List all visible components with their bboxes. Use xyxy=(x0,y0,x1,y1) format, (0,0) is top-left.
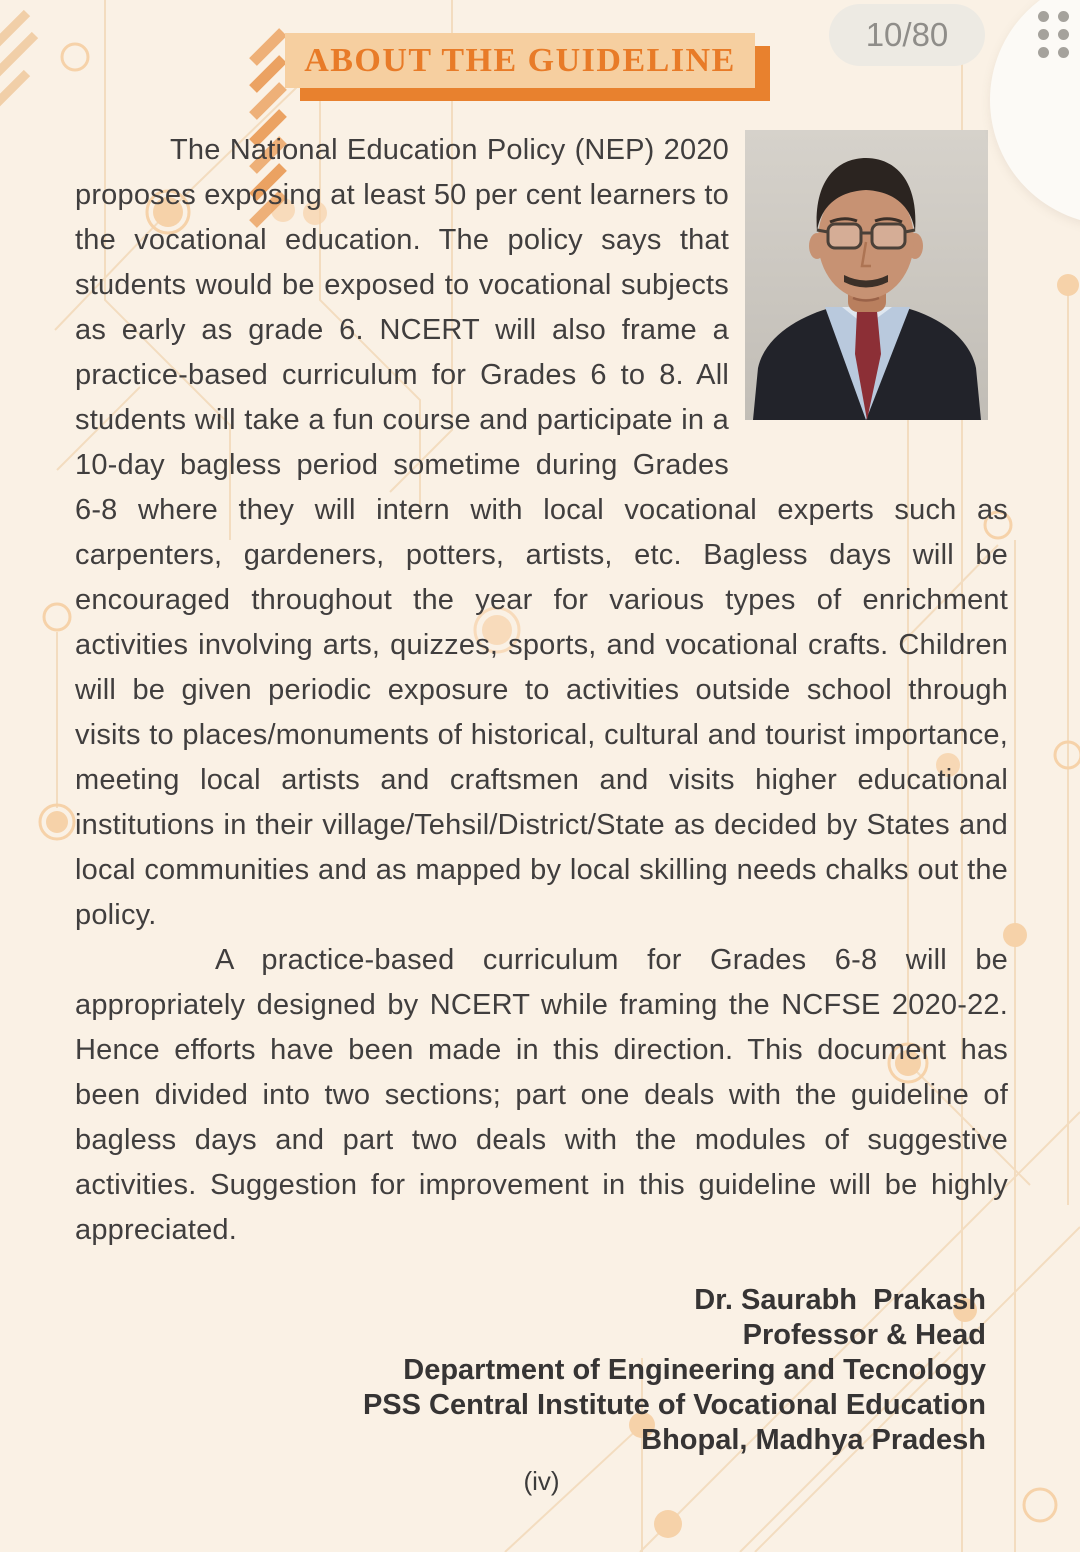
signature-institute: PSS Central Institute of Vocational Education xyxy=(362,1389,986,1421)
signature-location: Bhopal, Madhya Pradesh xyxy=(641,1424,986,1456)
page-roman-number: (iv) xyxy=(523,1466,560,1496)
grid-menu-icon xyxy=(1038,11,1069,58)
page-indicator-badge xyxy=(829,4,985,66)
signature-designation: Professor & Head xyxy=(742,1319,986,1351)
author-portrait-illustration xyxy=(745,130,988,420)
document-page-content xyxy=(75,128,1008,1497)
signature-block xyxy=(75,1283,1008,1458)
page-indicator-text: 10/80 xyxy=(865,16,949,53)
title-banner xyxy=(285,33,755,88)
page-title: ABOUT THE GUIDELINE xyxy=(304,41,736,79)
author-photo xyxy=(745,130,988,420)
signature-name: Dr. Saurabh Prakash xyxy=(694,1284,986,1316)
paragraph-document-structure: A practice-based curriculum for Grades 6-8 will be appropriately designed by NCERT while framing the NCFSE 2020-22. Hence efforts have been made in this direction. This document has been divided into two sections; part one deals with the guideline of bagless days and part two deals with the modules of suggestive activities. Suggestion for improvement in this guideline will be highly appreciated. xyxy=(75,944,1008,1246)
paragraph-nep-policy: The National Education Policy (NEP) 2020 proposes exposing at least 50 per cent learners to the vocational education. The policy says that students would be exposed to vocational subjects as early as grade 6. NCERT will also frame a practice-based curriculum for Grades 6 to 8. All students will take a fun course and participate in a 10-day bagless period sometime during Grades 6-8 where they will intern with local vocational experts such as carpenters, gardeners, potters, artists, etc. Bagless days will be encouraged throughout the year for various types of enrichment activities involving arts, quizzes, sports, and vocational crafts. Children will be given periodic exposure to activities outside school through visits to places/monuments of historical, cultural and tourist importance, meeting local artists and craftsmen and visits higher educational institutions in their village/Tehsil/District/State as decided by States and local communities and as mapped by local skilling needs chalks out the policy. xyxy=(75,134,1008,931)
signature-department: Department of Engineering and Tecnology xyxy=(403,1354,986,1386)
